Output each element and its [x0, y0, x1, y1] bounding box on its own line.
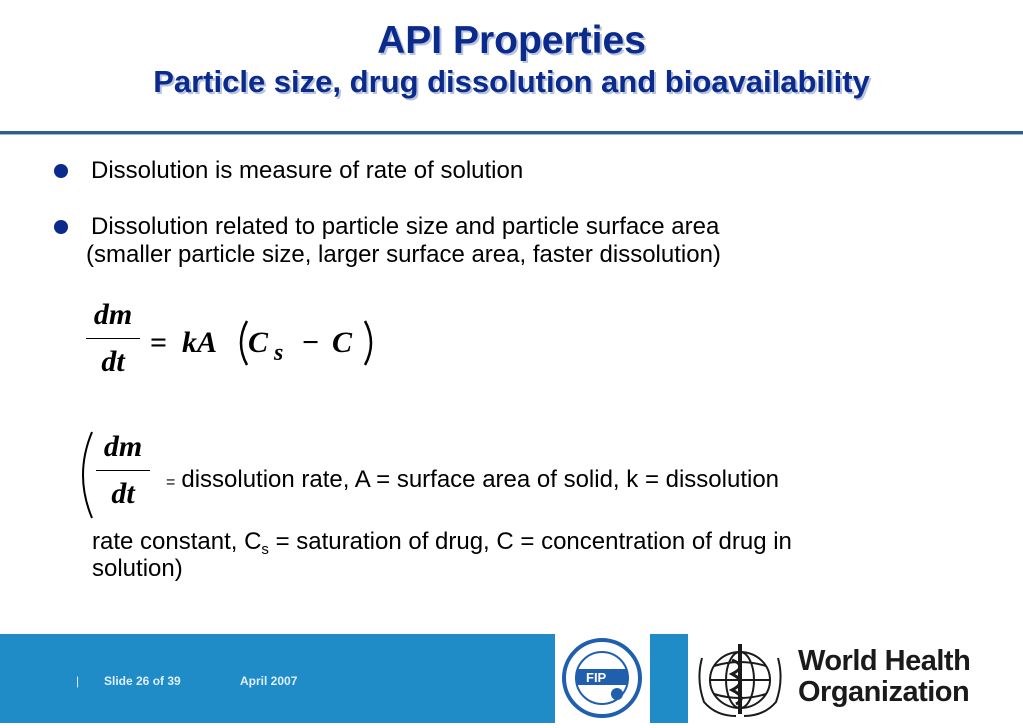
fip-logo: [555, 634, 650, 723]
definition-fraction: [96, 430, 150, 511]
equation-fraction: [86, 298, 140, 379]
slide-date: April 2007: [240, 674, 298, 688]
definition-line-3: solution): [92, 555, 183, 582]
bullet-text: Dissolution related to particle size and particle surface area: [91, 213, 720, 240]
fraction-numerator: dm: [103, 430, 143, 463]
fraction-bar: [96, 470, 150, 471]
footer-marker: |: [76, 674, 80, 688]
definition-text: rate constant, C: [92, 528, 262, 555]
bullet-dot-icon: [54, 164, 68, 178]
fraction-numerator: dm: [93, 298, 133, 331]
fraction-denominator: dt: [101, 345, 125, 378]
equation-C: C: [332, 326, 353, 359]
who-emblem-icon: [696, 638, 784, 718]
fip-logo-icon: [555, 634, 650, 723]
equals-sign: =: [150, 326, 168, 359]
who-line-2: Organization: [798, 676, 970, 708]
who-line-1: World Health: [798, 645, 971, 677]
who-wordmark: [798, 646, 970, 708]
definition-block: [74, 430, 974, 530]
slide-subtitle: Particle size, drug dissolution and bioavailability: [153, 64, 870, 99]
definition-line: [166, 465, 779, 497]
equation-subscript-s: s: [274, 340, 284, 366]
title-divider-shadow: [0, 134, 1023, 135]
minus-sign: −: [302, 326, 320, 359]
right-paren-icon: [360, 318, 380, 368]
fraction-bar: [86, 338, 140, 339]
svg-text:FIP: FIP: [586, 670, 607, 685]
equation-Cs: C: [248, 326, 269, 359]
definition-equals: =: [166, 474, 176, 491]
definition-left-paren-icon: [74, 430, 96, 520]
fraction-denominator: dt: [111, 477, 135, 510]
slide-number: Slide 26 of 39: [104, 674, 181, 688]
bullet-dot-icon: [54, 220, 68, 234]
subscript-s: s: [261, 541, 269, 558]
dissolution-equation: [86, 298, 406, 393]
title-block: [0, 18, 1023, 100]
definition-text: = saturation of drug, C = concentration of drug in: [268, 528, 792, 555]
bullet-continuation: (smaller particle size, larger surface area, faster dissolution): [86, 241, 721, 268]
equation-kA: kA: [182, 326, 218, 359]
definition-text: dissolution rate, A = surface area of solid, k = dissolution: [181, 466, 780, 493]
bullet-text: Dissolution is measure of rate of solution: [91, 157, 524, 184]
who-logo: [688, 634, 1023, 723]
definition-line-2: [92, 528, 792, 564]
slide-title: API Properties: [377, 19, 646, 62]
